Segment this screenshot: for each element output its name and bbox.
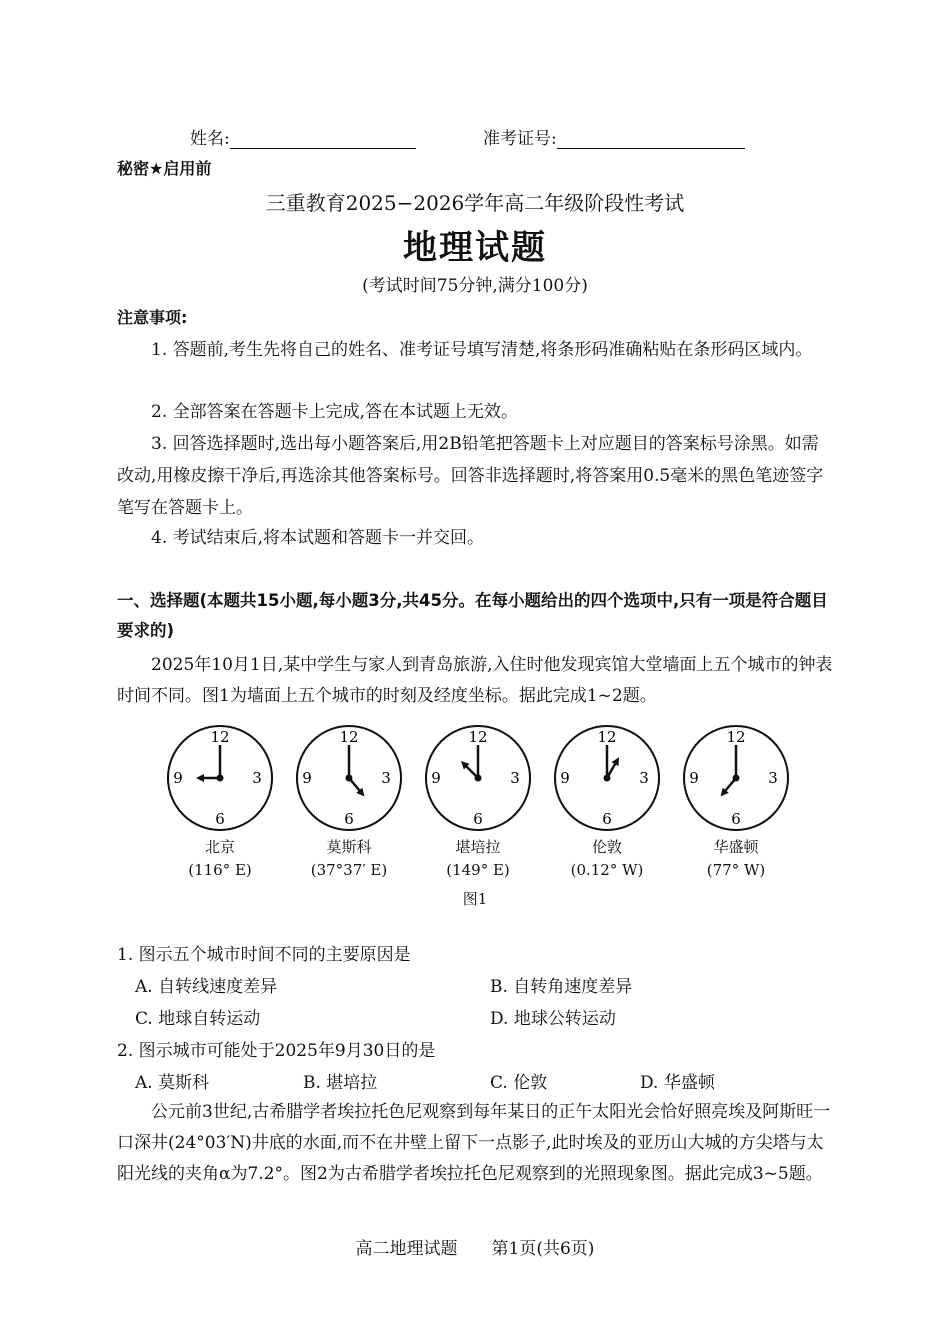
question-2-option-c[interactable]: C. 伦敦 xyxy=(490,1073,548,1093)
city-longitude: (37°37′ E) xyxy=(310,861,388,879)
section-intro: 2025年10月1日,某中学生与家人到青岛旅游,入住时他发现宾馆大堂墙面上五个城市的钟表时间不同。图1为墙面上五个城市的时刻及经度坐标。据此完成1~2题。 xyxy=(117,655,833,706)
subject-title: 地理试题 xyxy=(403,228,547,268)
dial-12: 12 xyxy=(339,728,359,746)
notes-heading: 注意事项: xyxy=(117,308,188,327)
question-1-option-c[interactable]: C. 地球自转运动 xyxy=(135,1009,261,1029)
dial-9: 9 xyxy=(431,769,441,787)
dial-3: 3 xyxy=(768,769,778,787)
question-1-option-a[interactable]: A. 自转线速度差异 xyxy=(135,977,278,997)
clock xyxy=(165,723,275,833)
question-2-option-b[interactable]: B. 堪培拉 xyxy=(303,1073,378,1093)
note-item-1: 1. 答题前,考生先将自己的姓名、准考证号填写清楚,将条形码准确粘贴在条形码区域内。 xyxy=(151,340,813,360)
name-label: 姓名: xyxy=(190,129,230,149)
dial-6: 6 xyxy=(473,810,483,828)
secret-mark: 秘密★启用前 xyxy=(117,159,212,178)
hour-hand xyxy=(196,774,220,782)
question-1-option-d[interactable]: D. 地球公转运动 xyxy=(490,1009,616,1029)
dial-6: 6 xyxy=(731,810,741,828)
dial-12: 12 xyxy=(726,728,746,746)
question-2-stem: 2. 图示城市可能处于2025年9月30日的是 xyxy=(117,1041,436,1061)
city-name: 北京 xyxy=(204,838,235,856)
dial-6: 6 xyxy=(215,810,225,828)
clock xyxy=(423,723,533,833)
city-longitude: (149° E) xyxy=(446,861,510,879)
page-footer: 高二地理试题 第1页(共6页) xyxy=(355,1239,595,1259)
dial-9: 9 xyxy=(689,769,699,787)
city-longitude: (116° E) xyxy=(188,861,252,879)
clock xyxy=(294,723,404,833)
city-name: 堪培拉 xyxy=(455,838,501,856)
name-field xyxy=(190,124,416,149)
section-heading: 一、选择题(本题共15小题,每小题3分,共45分。在每小题给出的四个选项中,只有一项是符合题目要求的) xyxy=(117,591,828,640)
dial-6: 6 xyxy=(602,810,612,828)
dial-3: 3 xyxy=(252,769,262,787)
note-item-4: 4. 考试结束后,将本试题和答题卡一并交回。 xyxy=(151,528,485,548)
dial-12: 12 xyxy=(468,728,488,746)
city-longitude: (77° W) xyxy=(706,861,766,879)
passage-2: 公元前3世纪,古希腊学者埃拉托色尼观察到每年某日的正午太阳光会恰好照亮埃及阿斯旺一口深井(24°03′N)井底的水面,而不在井壁上留下一点影子,此时埃及的亚历山大城的方尖塔与太阳光线的夹角α为7.2°。图2为古希腊学者埃拉托色尼观察到的光照现象图。据此完成3~5题。 xyxy=(117,1102,831,1184)
city-name: 莫斯科 xyxy=(326,838,372,856)
dial-9: 9 xyxy=(173,769,183,787)
note-item-2: 2. 全部答案在答题卡上完成,答在本试题上无效。 xyxy=(151,402,519,422)
exam-title: 三重教育2025−2026学年高二年级阶段性考试 xyxy=(265,191,685,215)
exam-id-field xyxy=(483,124,745,149)
dial-3: 3 xyxy=(381,769,391,787)
dial-6: 6 xyxy=(344,810,354,828)
city-name: 伦敦 xyxy=(591,838,622,856)
question-2-option-a[interactable]: A. 莫斯科 xyxy=(135,1073,210,1093)
clock-face xyxy=(423,723,533,833)
question-1-option-b[interactable]: B. 自转角速度差异 xyxy=(490,977,633,997)
clock-face xyxy=(552,723,662,833)
city-longitude: (0.12° W) xyxy=(570,861,644,879)
figure-caption: 图1 xyxy=(462,890,488,908)
question-1-stem: 1. 图示五个城市时间不同的主要原因是 xyxy=(117,945,411,965)
dial-3: 3 xyxy=(639,769,649,787)
dial-12: 12 xyxy=(597,728,617,746)
clock xyxy=(681,723,791,833)
exam-info: (考试时间75分钟,满分100分) xyxy=(362,276,588,296)
dial-12: 12 xyxy=(210,728,230,746)
dial-9: 9 xyxy=(560,769,570,787)
clock-face xyxy=(681,723,791,833)
dial-3: 3 xyxy=(510,769,520,787)
note-item-3: 3. 回答选择题时,选出每小题答案后,用2B铅笔把答题卡上对应题目的答案标号涂黑。如需改动,用橡皮擦干净后,再选涂其他答案标号。回答非选择题时,将答案用0.5毫米的黑色笔迹签字笔写在答题卡上。 xyxy=(117,434,824,518)
dial-9: 9 xyxy=(302,769,312,787)
clock-face xyxy=(294,723,404,833)
exam-id-label: 准考证号: xyxy=(483,129,557,149)
clock-face xyxy=(165,723,275,833)
exam-id-input-line[interactable] xyxy=(557,128,745,149)
question-2-option-d[interactable]: D. 华盛顿 xyxy=(640,1073,715,1093)
city-name: 华盛顿 xyxy=(713,838,759,856)
clock xyxy=(552,723,662,833)
name-input-line[interactable] xyxy=(230,128,416,149)
